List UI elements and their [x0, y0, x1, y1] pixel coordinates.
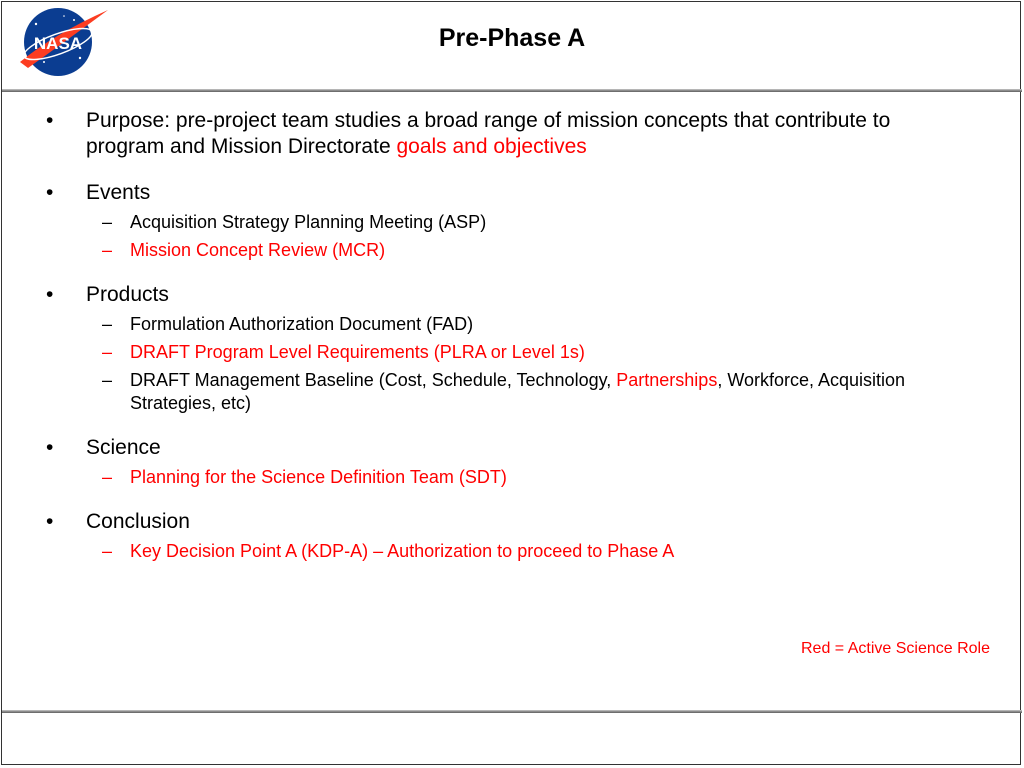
- header-divider: [2, 89, 1022, 92]
- dash-glyph: –: [102, 240, 113, 260]
- bullet-glyph: •: [46, 283, 54, 306]
- footer-divider: [2, 710, 1022, 713]
- bullet-glyph: •: [46, 109, 54, 132]
- slide-content: [44, 108, 974, 583]
- baseline-after: , Workforce, Acquisition Strategies, etc): [130, 370, 906, 413]
- science-label: Science: [86, 436, 161, 459]
- bullet-glyph: •: [46, 510, 54, 533]
- bullet-group-purpose: [44, 108, 974, 160]
- sub-bullet-fad: [44, 313, 974, 336]
- bullet-conclusion: [44, 509, 974, 535]
- bullet-purpose: [44, 108, 974, 160]
- sub-bullet-asp: [44, 211, 974, 234]
- bullet-glyph: •: [46, 181, 54, 204]
- dash-glyph: –: [102, 314, 113, 334]
- nasa-logo-text: NASA: [33, 34, 83, 53]
- conclusion-item-kdp: Key Decision Point A (KDP-A) – Authorization to proceed to Phase A: [130, 541, 675, 561]
- products-item-fad: Formulation Authorization Document (FAD): [130, 314, 474, 334]
- products-label: Products: [86, 283, 169, 306]
- sub-bullet-baseline: [44, 369, 974, 415]
- bullet-science: [44, 435, 974, 461]
- bullet-events: [44, 180, 974, 206]
- baseline-before: DRAFT Management Baseline (Cost, Schedule, Technology,: [130, 370, 617, 390]
- color-legend: Red = Active Science Role: [801, 640, 990, 657]
- sub-bullet-sdt: [44, 466, 974, 489]
- sub-bullet-kdp: [44, 540, 974, 563]
- products-item-plra: DRAFT Program Level Requirements (PLRA or Level 1s): [130, 342, 585, 362]
- page-title: Pre-Phase A: [438, 24, 586, 52]
- dash-glyph: –: [102, 370, 113, 390]
- dash-glyph: –: [102, 212, 113, 232]
- baseline-highlight: Partnerships: [616, 370, 718, 390]
- conclusion-label: Conclusion: [86, 510, 190, 533]
- science-item-sdt: Planning for the Science Definition Team (SDT): [130, 467, 507, 487]
- bullet-glyph: •: [46, 436, 54, 459]
- bullet-group-conclusion: [44, 509, 974, 563]
- purpose-highlight: goals and objectives: [396, 135, 587, 158]
- dash-glyph: –: [102, 342, 113, 362]
- events-label: Events: [86, 181, 151, 204]
- bullet-group-events: [44, 180, 974, 262]
- sub-bullet-mcr: [44, 239, 974, 262]
- dash-glyph: –: [102, 467, 113, 487]
- events-item-asp: Acquisition Strategy Planning Meeting (ASP): [130, 212, 487, 232]
- bullet-group-products: [44, 282, 974, 415]
- bullet-products: [44, 282, 974, 308]
- sub-bullet-plra: [44, 341, 974, 364]
- bullet-group-science: [44, 435, 974, 489]
- events-item-mcr: Mission Concept Review (MCR): [130, 240, 386, 260]
- slide-header: [0, 0, 1024, 92]
- purpose-text: Purpose: pre-project team studies a broad range of mission concepts that contribute to program and Mission Directorate: [86, 109, 891, 158]
- dash-glyph: –: [102, 541, 113, 561]
